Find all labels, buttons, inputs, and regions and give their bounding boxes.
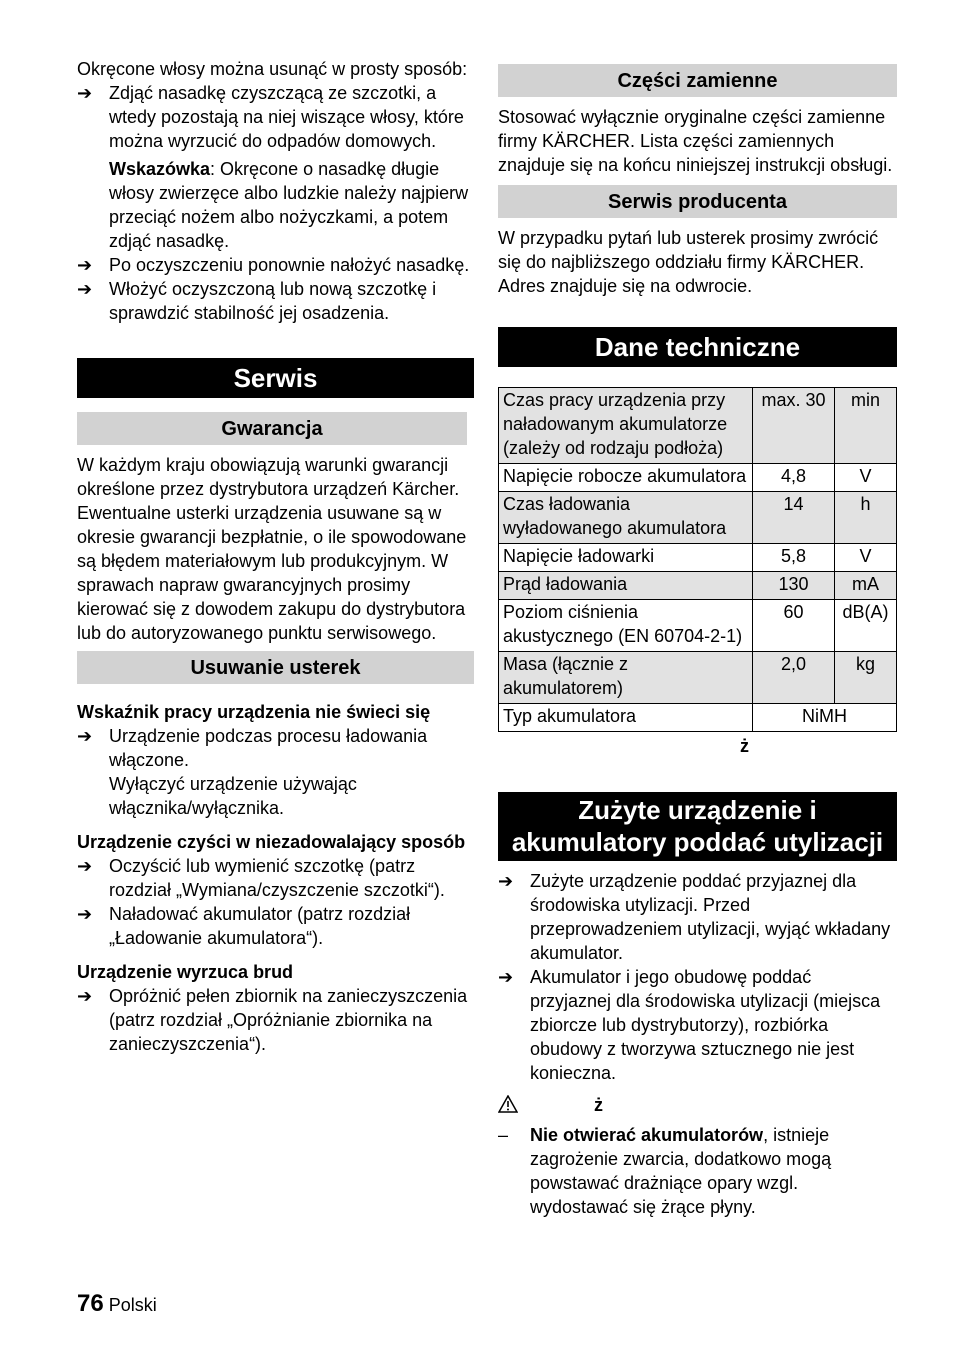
step-text: Zdjąć nasadkę czyszczącą ze szczotki, a wtedy pozostają na niej wiszące włosy, które można wyrzucić do odpadów domowych. <box>109 83 464 151</box>
table-footnote: ż <box>740 736 749 756</box>
warning-triangle-icon <box>498 1093 594 1117</box>
dash-bold-text: Nie otwierać akumulatorów <box>530 1125 764 1145</box>
step-text: Akumulator i jego obudowę poddać przyjaznej dla środowiska utylizacji (miejsca zbiorcze lub dystrybutorzy), rozbiórka obudowy z tworzywa sztucznego nie jest konieczna. <box>530 967 881 1083</box>
page-footer <box>77 1292 157 1317</box>
table-row <box>499 544 897 572</box>
note-label: Wskazówka <box>109 159 211 179</box>
arrow-right-icon: ➔ <box>77 986 93 1006</box>
list-item <box>77 902 474 950</box>
table-cell-value: 5,8 <box>753 544 835 572</box>
table-cell-label: Prąd ładowania <box>499 572 753 600</box>
table-cell-label: Czas pracy urządzenia przy naładowanym akumulatorze (zależy od rodzaju podłoża) <box>499 388 753 464</box>
list-item <box>77 854 474 902</box>
footer-language: Polski <box>108 1295 157 1315</box>
table-cell-unit: dB(A) <box>835 600 897 652</box>
table-cell-value: 14 <box>753 492 835 544</box>
fault-title: Urządzenie czyści w niezadowalający sposób <box>77 832 466 852</box>
warning-label: ż <box>594 1095 603 1115</box>
table-row <box>499 572 897 600</box>
step-text: Oczyścić lub wymienić szczotkę (patrz rozdział „Wymiana/czyszczenie szczotki“). <box>109 856 445 900</box>
table-row <box>499 652 897 704</box>
table-cell-value: 2,0 <box>753 652 835 704</box>
table-cell-unit: V <box>835 464 897 492</box>
dash-icon: – <box>498 1125 509 1145</box>
step-text: Opróżnić pełen zbiornik na zanieczyszczenia (patrz rozdział „Opróżnianie zbiornika na zanieczyszczenia“). <box>109 986 468 1054</box>
table-cell-value: NiMH <box>753 704 897 732</box>
subsection-title-usuwanie: Usuwanie usterek <box>77 651 474 684</box>
table-row <box>499 464 897 492</box>
list-item <box>77 724 474 772</box>
step-text: Zużyte urządzenie poddać przyjaznej dla środowiska utylizacji. Przed przeprowadzeniem utylizacji, wyjąć wkładany akumulator. <box>530 871 891 963</box>
arrow-right-icon: ➔ <box>77 255 93 275</box>
section-title-line: Zużyte urządzenie i <box>578 795 817 825</box>
producent-text: W przypadku pytań lub usterek prosimy zwrócić się do najbliższego oddziału firmy KÄRCHER. Adres znajduje się na odwrocie. <box>498 228 879 296</box>
table-cell-value: max. 30 <box>753 388 835 464</box>
dash-text: , istnieje zagrożenie zwarcia, dodatkowo mogą powstawać drażniące opary wzgl. wydostawać się żrące płyny. <box>530 1125 832 1217</box>
dash-item <box>498 1123 897 1219</box>
arrow-right-icon: ➔ <box>498 871 514 891</box>
list-item <box>498 869 897 965</box>
warning-line <box>498 1093 897 1117</box>
step-text: Urządzenie podczas procesu ładowania włączone. <box>109 726 428 770</box>
left-column <box>77 57 474 1056</box>
table-cell-unit: mA <box>835 572 897 600</box>
page-number: 76 <box>77 1290 104 1317</box>
arrow-right-icon: ➔ <box>77 279 93 299</box>
subsection-title-gwarancja: Gwarancja <box>77 412 467 445</box>
table-cell-label: Napięcie ładowarki <box>499 544 753 572</box>
right-column <box>498 57 897 1219</box>
list-item <box>77 277 474 325</box>
table-cell-unit: kg <box>835 652 897 704</box>
table-cell-label: Czas ładowania wyładowanego akumulatora <box>499 492 753 544</box>
list-item <box>498 965 897 1085</box>
arrow-right-icon: ➔ <box>77 83 93 103</box>
table-row <box>499 704 897 732</box>
list-item <box>77 253 474 277</box>
section-title-zuzyte <box>498 792 897 861</box>
section-title-line: akumulatory poddać utylizacji <box>511 827 884 857</box>
list-item <box>77 81 474 153</box>
table-row <box>499 600 897 652</box>
table-cell-label: Masa (łącznie z akumulatorem) <box>499 652 753 704</box>
subsection-title-producent: Serwis producenta <box>498 185 897 218</box>
czesci-text: Stosować wyłącznie oryginalne części zamienne firmy KÄRCHER. Lista części zamiennych znajduje się na końcu niniejszej instrukcji obsługi. <box>498 107 893 175</box>
step-text: Po oczyszczeniu ponownie nałożyć nasadkę. <box>109 255 470 275</box>
note-paragraph <box>77 157 474 253</box>
table-cell-label: Typ akumulatora <box>499 704 753 732</box>
table-cell-value: 130 <box>753 572 835 600</box>
table-cell-unit: h <box>835 492 897 544</box>
arrow-right-icon: ➔ <box>77 904 93 924</box>
tech-data-table <box>498 387 897 732</box>
fault-title: Urządzenie wyrzuca brud <box>77 962 294 982</box>
table-cell-unit: V <box>835 544 897 572</box>
step-text: Naładować akumulator (patrz rozdział „Ładowanie akumulatora“). <box>109 904 411 948</box>
table-cell-label: Napięcie robocze akumulatora <box>499 464 753 492</box>
intro-text: Okręcone włosy można usunąć w prosty sposób: <box>77 59 468 79</box>
list-item <box>77 984 474 1056</box>
arrow-right-icon: ➔ <box>77 856 93 876</box>
note-text: : Okręcone o nasadkę długie włosy zwierzęce albo ludzkie należy najpierw przeciąć nożem albo nożyczkami, a potem zdjąć nasadkę. <box>109 159 469 251</box>
arrow-right-icon: ➔ <box>498 967 514 987</box>
fault-extra-text: Wyłączyć urządzenie używając włącznika/wyłącznika. <box>109 774 357 818</box>
table-row <box>499 388 897 464</box>
fault-title: Wskaźnik pracy urządzenia nie świeci się <box>77 702 431 722</box>
table-cell-value: 60 <box>753 600 835 652</box>
dash-text-wrap <box>530 1123 897 1219</box>
table-cell-label: Poziom ciśnienia akustycznego (EN 60704-2-1) <box>499 600 753 652</box>
section-title-dane: Dane techniczne <box>498 327 897 367</box>
arrow-right-icon: ➔ <box>77 726 93 746</box>
table-cell-value: 4,8 <box>753 464 835 492</box>
table-row <box>499 492 897 544</box>
step-text: Włożyć oczyszczoną lub nową szczotkę i sprawdzić stabilność jej osadzenia. <box>109 279 437 323</box>
gwarancja-text: W każdym kraju obowiązują warunki gwarancji określone przez dystrybutora urządzeń Kärcher. Ewentualne usterki urządzenia usuwane są w okresie gwarancji bezpłatnie, o ile spowodowane są błędem materiałowym lub produkcyjnym. W sprawach napraw gwarancyjnych prosimy kierować się z dowodem zakupu do dystrybutora lub do autoryzowanego punktu serwisowego. <box>77 455 467 643</box>
section-title-serwis: Serwis <box>77 358 474 398</box>
subsection-title-czesci: Części zamienne <box>498 64 897 97</box>
table-cell-unit: min <box>835 388 897 464</box>
